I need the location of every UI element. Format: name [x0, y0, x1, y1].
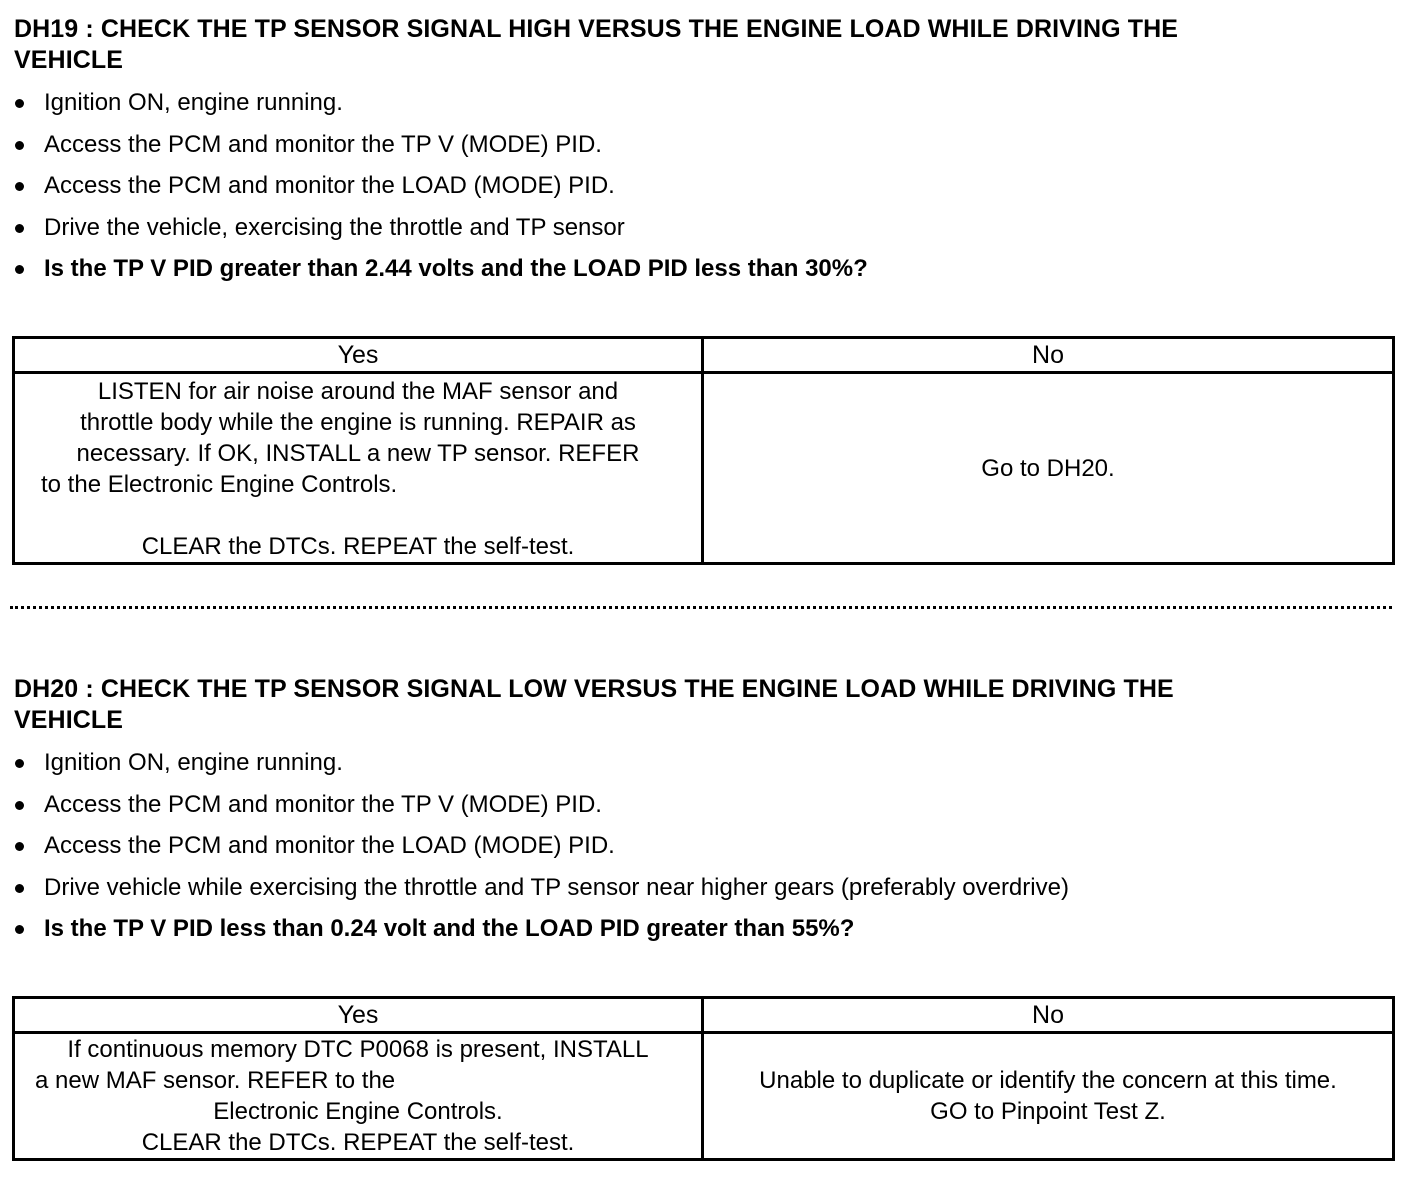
dh19-step-2: Access the PCM and monitor the TP V (MODE) PID. — [12, 124, 1392, 166]
dh20-no-line-1: Unable to duplicate or identify the concern at this time. — [759, 1067, 1337, 1094]
dh20-no-cell — [703, 1033, 1394, 1160]
dh19-question: Is the TP V PID greater than 2.44 volts and the LOAD PID less than 30%? — [12, 248, 1392, 290]
dh19-step-1: Ignition ON, engine running. — [12, 82, 1392, 124]
dh20-no-line-2: GO to Pinpoint Test Z. — [930, 1098, 1166, 1125]
dh19-yes-line-5 — [15, 500, 701, 531]
dh20-step-2: Access the PCM and monitor the TP V (MODE) PID. — [12, 784, 1392, 826]
dh19-title-line2: VEHICLE — [14, 46, 124, 74]
dh20-yes-line-4: CLEAR the DTCs. REPEAT the self-test. — [141, 1129, 575, 1156]
dh19-no-header: No — [703, 338, 1394, 373]
dh19-yes-line-4: to the Electronic Engine Controls. — [41, 471, 398, 498]
dh20-question: Is the TP V PID less than 0.24 volt and the LOAD PID greater than 55%? — [12, 908, 1392, 950]
section-divider — [10, 606, 1392, 609]
dh20-yes-cell — [14, 1033, 703, 1160]
dh19-yes-line-1: LISTEN for air noise around the MAF sensor and — [97, 378, 619, 405]
dh19-no-cell: Go to DH20. — [703, 373, 1394, 564]
dh19-title — [14, 14, 1392, 76]
dh20-yes-line-2: a new MAF sensor. REFER to the — [35, 1067, 396, 1094]
dh20-title — [14, 674, 1392, 736]
dh20-step-1: Ignition ON, engine running. — [12, 742, 1392, 784]
dh19-title-line1: DH19 : CHECK THE TP SENSOR SIGNAL HIGH VERSUS THE ENGINE LOAD WHILE DRIVING THE — [14, 15, 1179, 43]
dh19-section — [12, 14, 1392, 560]
dh19-steps — [12, 82, 1392, 290]
dh19-yes-line-3: necessary. If OK, INSTALL a new TP sensor. REFER — [76, 440, 640, 467]
dh20-step-4: Drive vehicle while exercising the throttle and TP sensor near higher gears (preferably overdrive) — [12, 867, 1392, 909]
dh20-title-line2: VEHICLE — [14, 706, 124, 734]
dh20-steps — [12, 742, 1392, 950]
dh20-yes-header: Yes — [14, 998, 703, 1033]
dh19-yes-line-6: CLEAR the DTCs. REPEAT the self-test. — [141, 533, 575, 560]
dh20-step-3: Access the PCM and monitor the LOAD (MODE) PID. — [12, 825, 1392, 867]
dh19-step-4: Drive the vehicle, exercising the throttle and TP sensor — [12, 207, 1392, 249]
dh20-yes-line-3: Electronic Engine Controls. — [213, 1098, 503, 1125]
dh20-no-header: No — [703, 998, 1394, 1033]
dh19-step-3: Access the PCM and monitor the LOAD (MODE) PID. — [12, 165, 1392, 207]
dh20-result-table — [12, 996, 1395, 1161]
dh19-yes-header: Yes — [14, 338, 703, 373]
dh20-yes-line-1: If continuous memory DTC P0068 is present, INSTALL — [67, 1036, 649, 1063]
dh19-result-table — [12, 336, 1395, 565]
dh20-section — [12, 674, 1392, 1156]
dh19-yes-cell — [14, 373, 703, 564]
dh20-title-line1: DH20 : CHECK THE TP SENSOR SIGNAL LOW VERSUS THE ENGINE LOAD WHILE DRIVING THE — [14, 675, 1174, 703]
dh19-yes-line-2: throttle body while the engine is running. REPAIR as — [80, 409, 636, 436]
